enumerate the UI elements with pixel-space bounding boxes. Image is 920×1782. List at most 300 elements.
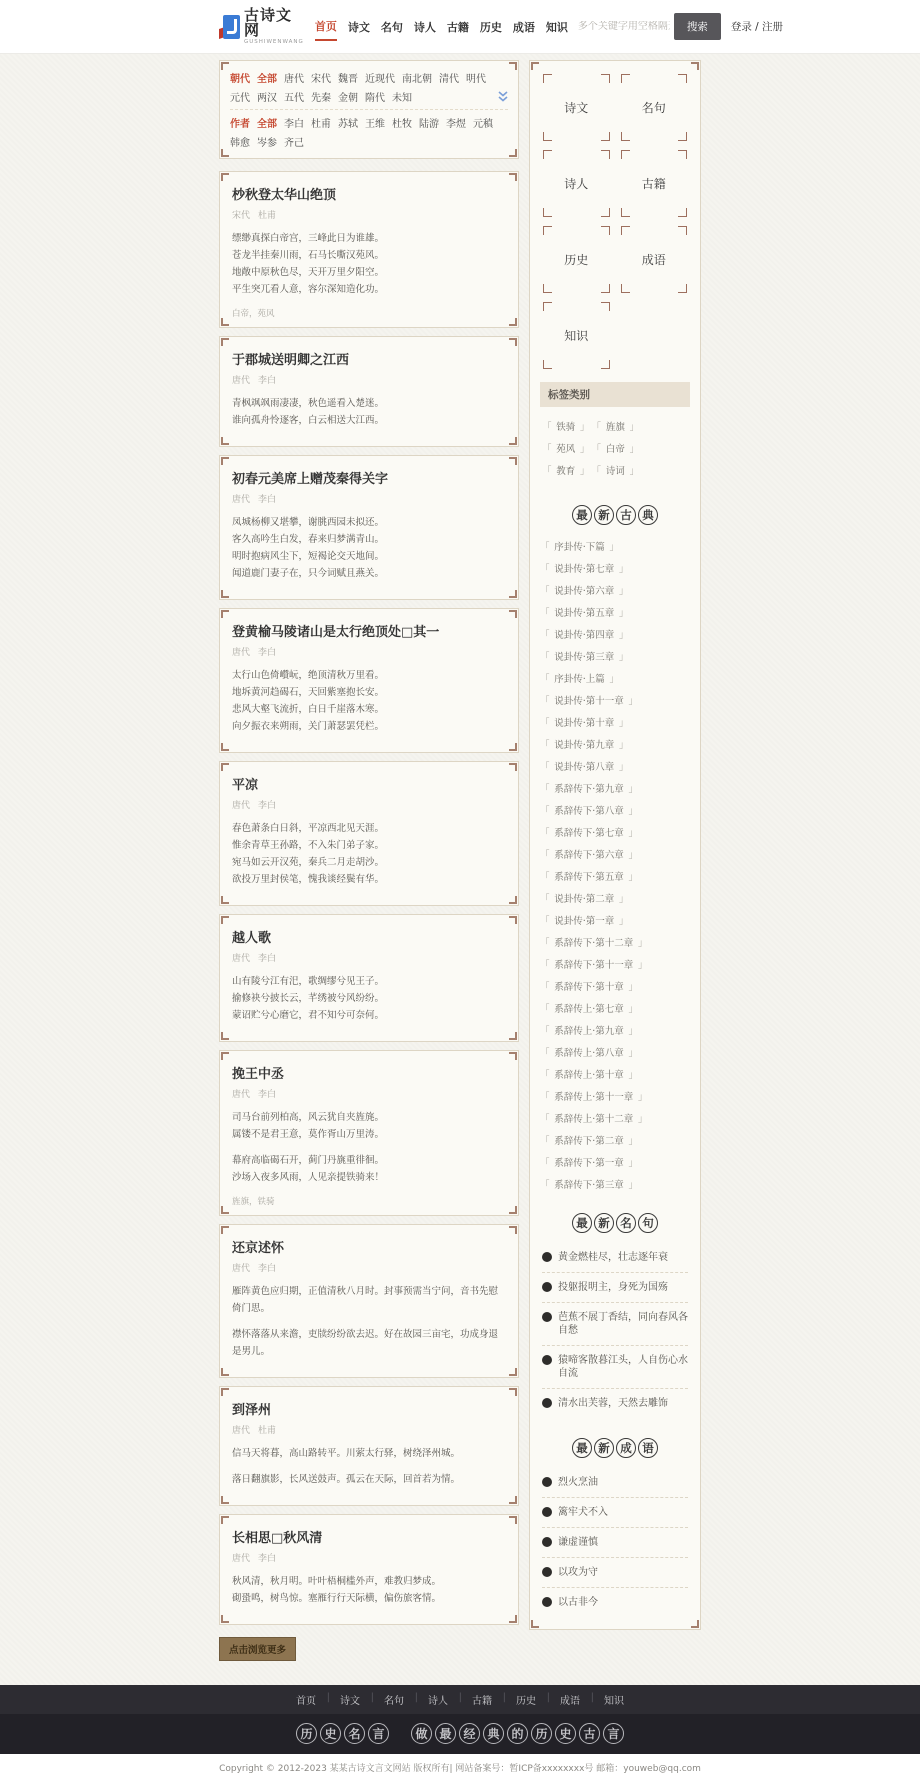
poem-author[interactable]: 李白 — [258, 376, 277, 386]
main-column — [219, 60, 519, 1675]
dynasty-filter-item[interactable]: 五代 — [284, 93, 304, 104]
category-label: 名句 — [641, 101, 666, 115]
corner-ornament — [221, 896, 229, 904]
header-nav-名句[interactable]: 名句 — [380, 21, 403, 34]
corner-ornament — [601, 226, 610, 235]
poem-line: 落日翻旗影，长风送鼓声。孤云在天际，回首若为情。 — [232, 1474, 461, 1485]
dynasty-filter-all[interactable]: 全部 — [257, 74, 277, 85]
poem-line: 凤城杨柳又堪攀，谢朓西园未拟还。 — [232, 517, 385, 528]
classic-link[interactable]: 「 说卦传·第十一章 」 — [540, 692, 638, 711]
bullet-dot-icon — [542, 1252, 552, 1262]
poem-author[interactable]: 李白 — [258, 801, 277, 811]
corner-ornament — [601, 302, 610, 311]
dynasty-filter-item[interactable]: 南北朝 — [402, 74, 432, 85]
poem-line: 信马天将暮，高山路转平。川萦太行驿，树绕泽州城。 — [232, 1448, 461, 1459]
poem-stanza — [232, 1471, 506, 1488]
copyright: Copyright © 2012-2023 某某古诗文言文网站 版权所有| 网站备案号：暂ICP备xxxxxxxx号 邮箱：youweb@qq.com — [0, 1754, 920, 1782]
poem-author[interactable]: 李白 — [258, 1554, 277, 1564]
site-title: 古诗文网 — [243, 5, 292, 39]
idiom-item[interactable] — [542, 1558, 688, 1588]
poem-tag[interactable]: ， 苑风 — [249, 309, 275, 319]
poem-dynasty[interactable]: 唐代 — [232, 1426, 251, 1436]
header-nav-古籍[interactable]: 古籍 — [446, 21, 469, 34]
corner-ornament — [221, 62, 229, 70]
classic-link[interactable]: 「 序卦传·上篇 」 — [540, 670, 619, 689]
slogan-char: 的 — [507, 1723, 528, 1744]
sentences-title-char: 最 — [572, 1213, 592, 1233]
dynasty-filter-item[interactable]: 先秦 — [311, 93, 331, 104]
author-filter-item[interactable]: 苏轼 — [338, 119, 358, 130]
poem-card — [219, 455, 519, 600]
classic-link[interactable]: 「 系辞传上·第九章 」 — [540, 1022, 638, 1041]
corner-ornament — [678, 208, 687, 217]
poem-stanza — [232, 1573, 506, 1607]
author-filter-item[interactable]: 岑参 — [257, 138, 277, 149]
poem-stanza — [232, 1445, 506, 1462]
poem-title[interactable]: 杪秋登太华山绝顶 — [232, 188, 337, 203]
corner-ornament — [601, 284, 610, 293]
search-input[interactable] — [578, 21, 670, 32]
poem-author[interactable]: 李白 — [258, 648, 277, 658]
classic-link[interactable]: 「 说卦传·第七章 」 — [540, 560, 629, 579]
idioms-title-char: 语 — [638, 1438, 658, 1458]
poem-stanza — [232, 973, 506, 1024]
poem-author[interactable]: 李白 — [258, 954, 277, 964]
poem-stanza — [232, 1152, 506, 1186]
category-label: 成语 — [641, 253, 666, 267]
idioms-title-char: 最 — [572, 1438, 592, 1458]
corner-ornament — [543, 284, 552, 293]
footer-nav-知识[interactable]: 知识 — [604, 1696, 624, 1707]
poem-card — [219, 1050, 519, 1216]
sidebar-category-诗人[interactable] — [542, 149, 611, 218]
corner-ornament — [509, 1368, 517, 1376]
header-nav-历史[interactable]: 历史 — [479, 21, 502, 34]
corner-ornament — [678, 132, 687, 141]
poem-card — [219, 171, 519, 328]
classic-link[interactable]: 「 系辞传上·第十一章 」 — [540, 1088, 648, 1107]
poem-meta — [232, 208, 506, 221]
corner-ornament — [678, 150, 687, 159]
corner-ornament — [509, 1496, 517, 1504]
sentence-item-text: 黄金燃桂尽，壮志逐年衰 — [558, 1252, 668, 1263]
corner-ornament — [621, 226, 630, 235]
logo[interactable] — [219, 5, 305, 46]
sidebar-category-成语[interactable] — [620, 225, 689, 294]
corner-ornament — [221, 437, 229, 445]
corner-ornament — [621, 132, 630, 141]
poem-line: 山有陵兮江有汜，歌绸缪兮见王子。 — [232, 976, 385, 987]
header-nav-诗文[interactable]: 诗文 — [347, 21, 370, 34]
poem-stanza — [232, 1283, 506, 1317]
poem-dynasty[interactable]: 唐代 — [232, 648, 251, 658]
corner-ornament — [221, 590, 229, 598]
poem-dynasty[interactable]: 唐代 — [232, 801, 251, 811]
poem-line: 闻道鹿门妻子在，只今词赋且燕关。 — [232, 568, 385, 579]
corner-ornament — [221, 318, 229, 326]
poem-tag-row — [232, 307, 506, 319]
corner-ornament — [543, 226, 552, 235]
classic-link[interactable]: 「 系辞传下·第八章 」 — [540, 802, 638, 821]
tag-link[interactable]: 「 诗词 」 — [592, 462, 640, 481]
poem-title[interactable]: 越人歌 — [232, 931, 272, 946]
poem-meta — [232, 645, 506, 658]
classic-link[interactable]: 「 系辞传下·第十二章 」 — [540, 934, 648, 953]
idiom-item[interactable] — [542, 1528, 688, 1558]
poem-meta — [232, 1087, 506, 1100]
poem-line: 青枫飒飒雨凄凄，秋色遥看入楚迷。 — [232, 398, 385, 409]
poem-title[interactable]: 长相思□秋风清 — [232, 1531, 323, 1546]
slogan-char: 最 — [435, 1723, 456, 1744]
author-filter-item[interactable]: 陆游 — [419, 119, 439, 130]
bullet-dot-icon — [542, 1282, 552, 1292]
classic-link[interactable]: 「 说卦传·第五章 」 — [540, 604, 629, 623]
classic-link[interactable]: 「 说卦传·第二章 」 — [540, 890, 629, 909]
slogan-tagline — [411, 1723, 624, 1744]
poem-tag[interactable]: 白帝 — [232, 309, 250, 319]
sentence-item[interactable] — [542, 1303, 688, 1346]
category-grid — [540, 71, 690, 376]
sidebar-category-诗文[interactable] — [542, 73, 611, 142]
header — [0, 0, 920, 54]
poem-dynasty[interactable]: 唐代 — [232, 954, 251, 964]
poem-title[interactable]: 于郡城送明卿之江西 — [232, 353, 350, 368]
header-nav-诗人[interactable]: 诗人 — [413, 21, 436, 34]
corner-ornament — [221, 1615, 229, 1623]
site-subtitle: GUSHIWENWANG — [243, 38, 304, 45]
bullet-dot-icon — [542, 1537, 552, 1547]
poem-title[interactable]: 初春元美席上赠茂秦得关字 — [232, 472, 389, 487]
corner-ornament — [621, 284, 630, 293]
poem-card — [219, 1224, 519, 1378]
poem-meta — [232, 798, 506, 811]
bullet-dot-icon — [542, 1398, 552, 1408]
sentence-item-text: 清水出芙蓉，天然去雕饰 — [558, 1398, 668, 1409]
poem-line: 太行山色倚巑岏，绝顶清秋万里看。 — [232, 670, 385, 681]
sentence-item-text: 猿啼客散暮江头，人自伤心水自流 — [558, 1355, 688, 1379]
footer-nav-诗人[interactable]: 诗人 | — [416, 1692, 460, 1707]
footer-nav-古籍[interactable]: 古籍 | — [460, 1692, 504, 1707]
footer-nav-历史[interactable]: 历史 | — [504, 1692, 548, 1707]
corner-ornament — [509, 149, 517, 157]
poem-line: 蒙诏贮兮心磨它，君不知兮可奈何。 — [232, 1010, 385, 1021]
author-filter-item[interactable]: 元稹 — [473, 119, 493, 130]
dynasty-filter-item[interactable]: 未知 — [392, 93, 412, 104]
corner-ornament — [509, 1516, 517, 1524]
corner-ornament — [221, 763, 229, 771]
idiom-item-text: 以攻为守 — [558, 1567, 598, 1578]
poem-line: 苍龙半挂秦川雨，石马长嘶汉苑风。 — [232, 250, 385, 261]
corner-ornament — [509, 1032, 517, 1040]
slogan-char: 言 — [368, 1723, 389, 1744]
latest-idioms-list — [540, 1468, 690, 1623]
poem-author[interactable]: 李白 — [258, 1090, 277, 1100]
logo-icon — [219, 15, 240, 39]
latest-sentences-list — [540, 1243, 690, 1424]
slogan-char: 历 — [531, 1723, 552, 1744]
footer-nav-名句[interactable]: 名句 | — [372, 1692, 416, 1707]
poem-line: 秋风清，秋月明。叶叶梧桐槛外声，难教归梦成。 — [232, 1576, 442, 1587]
sidebar-box — [529, 60, 701, 1630]
classic-link[interactable]: 「 系辞传上·第十二章 」 — [540, 1110, 648, 1129]
dynasty-filter-item[interactable]: 隋代 — [365, 93, 385, 104]
poem-author[interactable]: 杜甫 — [258, 1426, 277, 1436]
sidebar-category-名句[interactable] — [620, 73, 689, 142]
dynasty-filter-item[interactable]: 两汉 — [257, 93, 277, 104]
corner-ornament — [221, 1516, 229, 1524]
author-filter-label: 作者 — [230, 119, 250, 130]
expand-more-icon[interactable] — [498, 91, 508, 103]
poem-tag-row — [232, 1195, 506, 1207]
classic-link[interactable]: 「 说卦传·第一章 」 — [540, 912, 629, 931]
category-label: 诗文 — [564, 101, 589, 115]
latest-classics-list — [540, 535, 690, 1199]
corner-ornament — [691, 62, 699, 70]
search-button[interactable]: 搜索 — [674, 13, 721, 40]
poem-title[interactable]: 还京述怀 — [232, 1241, 285, 1256]
poem-dynasty[interactable]: 宋代 — [232, 211, 251, 221]
author-filter-item[interactable]: 李煜 — [446, 119, 466, 130]
poem-title[interactable]: 到泽州 — [232, 1403, 272, 1418]
classic-link[interactable]: 「 系辞传下·第七章 」 — [540, 824, 638, 843]
corner-ornament — [601, 360, 610, 369]
classic-link[interactable]: 「 系辞传下·第九章 」 — [540, 780, 638, 799]
corner-ornament — [678, 226, 687, 235]
classics-title-char: 最 — [572, 505, 592, 525]
classic-link[interactable]: 「 系辞传下·第六章 」 — [540, 846, 638, 865]
idioms-title-char: 成 — [616, 1438, 636, 1458]
poem-line: 属镂不是君王意，莫作胥山万里涛。 — [232, 1129, 385, 1140]
footer-nav-成语[interactable]: 成语 | — [548, 1692, 592, 1707]
classic-link[interactable]: 「 系辞传下·第一章 」 — [540, 1154, 638, 1173]
poem-meta — [232, 951, 506, 964]
corner-ornament — [509, 1615, 517, 1623]
poem-title[interactable]: 平凉 — [232, 778, 259, 793]
poem-stanza — [232, 1109, 506, 1143]
poem-line: 地敞中原秋色尽，天开万里夕阳空。 — [232, 267, 385, 278]
sentences-title-char: 新 — [594, 1213, 614, 1233]
dynasty-filter-item[interactable]: 近现代 — [365, 74, 395, 85]
poem-line: 客久高吟生白发，春来归梦满青山。 — [232, 534, 385, 545]
author-filter-item[interactable]: 王维 — [365, 119, 385, 130]
idiom-item-text: 以古非今 — [558, 1597, 598, 1608]
sentence-item-text: 投躯报明主，身死为国殇 — [558, 1282, 668, 1293]
idiom-item[interactable] — [542, 1498, 688, 1528]
author-filter-item[interactable]: 杜甫 — [311, 119, 331, 130]
corner-ornament — [509, 318, 517, 326]
dynasty-filter-item[interactable]: 明代 — [466, 74, 486, 85]
poem-author[interactable]: 李白 — [258, 1264, 277, 1274]
author-filter-item[interactable]: 韩愈 — [230, 138, 250, 149]
poem-tag[interactable]: ， 铁骑 — [249, 1197, 275, 1207]
poem-meta — [232, 1423, 506, 1436]
sentence-item[interactable] — [542, 1273, 688, 1303]
poem-line: 明时抱病风尘下，短褐论交天地间。 — [232, 551, 385, 562]
author-filter-item[interactable]: 齐己 — [284, 138, 304, 149]
corner-ornament — [543, 74, 552, 83]
idiom-item-text: 篱牢犬不入 — [558, 1507, 608, 1518]
dynasty-filter-item[interactable]: 元代 — [230, 93, 250, 104]
latest-idioms-title — [540, 1438, 690, 1458]
poem-author[interactable]: 杜甫 — [258, 211, 277, 221]
poem-card — [219, 1386, 519, 1506]
header-nav-首页[interactable]: 首页 — [315, 12, 337, 41]
tag-link[interactable]: 「 教育 」 — [542, 462, 590, 481]
tag-link[interactable]: 「 旌旗 」 — [592, 418, 640, 437]
slogan-char: 典 — [483, 1723, 504, 1744]
classics-title-char: 典 — [638, 505, 658, 525]
corner-ornament — [221, 1388, 229, 1396]
corner-ornament — [221, 610, 229, 618]
poem-title[interactable]: 登黄榆马陵诸山是太行绝顶处□其一 — [232, 625, 440, 640]
sidebar-category-古籍[interactable] — [620, 149, 689, 218]
corner-ornament — [509, 896, 517, 904]
classic-link[interactable]: 「 系辞传下·第五章 」 — [540, 868, 638, 887]
poem-title[interactable]: 挽王中丞 — [232, 1067, 285, 1082]
classic-link[interactable]: 「 系辞传下·第十章 」 — [540, 978, 638, 997]
dynasty-filter-item[interactable]: 清代 — [439, 74, 459, 85]
slogan-char: 名 — [344, 1723, 365, 1744]
sentence-item[interactable] — [542, 1389, 688, 1418]
header-nav-知识[interactable]: 知识 — [545, 21, 568, 34]
classic-link[interactable]: 「 说卦传·第四章 」 — [540, 626, 629, 645]
corner-ornament — [509, 173, 517, 181]
latest-sentences-title — [540, 1213, 690, 1233]
poem-stanza — [232, 667, 506, 735]
classic-link[interactable]: 「 序卦传·下篇 」 — [540, 538, 619, 557]
slogan-char: 言 — [603, 1723, 624, 1744]
load-more-button[interactable]: 点击浏览更多 — [219, 1637, 296, 1661]
classic-link[interactable]: 「 说卦传·第八章 」 — [540, 758, 629, 777]
poem-stanza — [232, 820, 506, 888]
poem-dynasty[interactable]: 唐代 — [232, 376, 251, 386]
poem-line: 向夕振衣来朔雨，关门萧瑟罢凭栏。 — [232, 721, 385, 732]
tag-link[interactable]: 「 铁骑 」 — [542, 418, 590, 437]
slogan-char: 做 — [411, 1723, 432, 1744]
footer-nav — [0, 1685, 920, 1714]
corner-ornament — [221, 457, 229, 465]
sidebar-category-知识[interactable] — [542, 301, 611, 370]
poem-line: 欲投万里封侯笔，愧我谈经鬓有华。 — [232, 874, 385, 885]
corner-ornament — [531, 1620, 539, 1628]
corner-ornament — [509, 1206, 517, 1214]
poem-line: 谁向孤舟怜逐客，白云相送大江西。 — [232, 415, 385, 426]
sentence-item[interactable] — [542, 1346, 688, 1389]
poem-line: 春色萧条白日斜，平凉西北见天涯。 — [232, 823, 385, 834]
tag-link[interactable]: 「 苑风 」 — [542, 440, 590, 459]
footer-slogan — [0, 1714, 920, 1754]
corner-ornament — [221, 173, 229, 181]
corner-ornament — [221, 1032, 229, 1040]
classic-link[interactable]: 「 说卦传·第十章 」 — [540, 714, 629, 733]
poem-card — [219, 336, 519, 447]
login-register-link[interactable]: 登录 / 注册 — [730, 21, 784, 33]
idioms-title-char: 新 — [594, 1438, 614, 1458]
poem-dynasty[interactable]: 唐代 — [232, 1090, 251, 1100]
idiom-item[interactable] — [542, 1588, 688, 1617]
main-nav — [315, 12, 568, 41]
poem-line: 雁阵黄色应归期，正值清秋八月时。封事预需当宁问，音书先慰倚门思。 — [232, 1286, 499, 1314]
classic-link[interactable]: 「 系辞传下·第三章 」 — [540, 1176, 638, 1195]
poem-card — [219, 761, 519, 906]
poem-line: 平生突兀看人意，容尔深知造化功。 — [232, 284, 385, 295]
bullet-dot-icon — [542, 1355, 552, 1365]
corner-ornament — [621, 150, 630, 159]
corner-ornament — [221, 1368, 229, 1376]
classic-link[interactable]: 「 系辞传上·第七章 」 — [540, 1000, 638, 1019]
sidebar — [529, 60, 701, 1630]
classic-link[interactable]: 「 说卦传·第九章 」 — [540, 736, 629, 755]
dynasty-filter-item[interactable]: 魏晋 — [338, 74, 358, 85]
footer-nav-诗文[interactable]: 诗文 | — [328, 1692, 372, 1707]
poem-line: 砌蛩鸣，树鸟惊。塞雁行行天际横，偏伤旅客情。 — [232, 1593, 442, 1604]
classic-link[interactable]: 「 系辞传上·第十章 」 — [540, 1066, 638, 1085]
sentences-title-char: 名 — [616, 1213, 636, 1233]
corner-ornament — [691, 1620, 699, 1628]
sidebar-category-历史[interactable] — [542, 225, 611, 294]
category-label: 古籍 — [641, 177, 666, 191]
classic-link[interactable]: 「 系辞传上·第八章 」 — [540, 1044, 638, 1063]
corner-ornament — [221, 338, 229, 346]
classics-title-char: 古 — [616, 505, 636, 525]
header-nav-成语[interactable]: 成语 — [512, 21, 535, 34]
poem-author[interactable]: 李白 — [258, 495, 277, 505]
author-filter-item[interactable]: 杜牧 — [392, 119, 412, 130]
footer-nav-首页[interactable]: 首页 | — [284, 1692, 328, 1707]
poem-dynasty[interactable]: 唐代 — [232, 1264, 251, 1274]
corner-ornament — [509, 437, 517, 445]
corner-ornament — [509, 62, 517, 70]
poem-dynasty[interactable]: 唐代 — [232, 495, 251, 505]
classic-link[interactable]: 「 系辞传下·第二章 」 — [540, 1132, 638, 1151]
dynasty-filter-item[interactable]: 宋代 — [311, 74, 331, 85]
classics-title-char: 新 — [594, 505, 614, 525]
corner-ornament — [509, 338, 517, 346]
sentence-item[interactable] — [542, 1243, 688, 1273]
poem-line: 襟怀落落从来澹，吏牍纷纷欲去迟。好在故园三亩宅，功成身退是男儿。 — [232, 1329, 499, 1357]
poem-line: 悲风大壑飞流折，白日千崖落木寒。 — [232, 704, 385, 715]
poem-tag[interactable]: 旌旗 — [232, 1197, 250, 1207]
poem-line: 缥缈真探白帝宫，三峰此日为谁雄。 — [232, 233, 385, 244]
classic-link[interactable]: 「 系辞传下·第十一章 」 — [540, 956, 648, 975]
idiom-item[interactable] — [542, 1468, 688, 1498]
footer — [0, 1685, 920, 1782]
classic-link[interactable]: 「 说卦传·第三章 」 — [540, 648, 629, 667]
tag-link[interactable]: 「 白帝 」 — [592, 440, 640, 459]
corner-ornament — [509, 743, 517, 751]
bullet-dot-icon — [542, 1312, 552, 1322]
classic-link[interactable]: 「 说卦传·第六章 」 — [540, 582, 629, 601]
dynasty-filter-item[interactable]: 唐代 — [284, 74, 304, 85]
poem-meta — [232, 373, 506, 386]
corner-ornament — [509, 610, 517, 618]
corner-ornament — [543, 208, 552, 217]
poem-dynasty[interactable]: 唐代 — [232, 1554, 251, 1564]
latest-classics-title — [540, 505, 690, 525]
author-filter-all[interactable]: 全部 — [257, 119, 277, 130]
author-filter-item[interactable]: 李白 — [284, 119, 304, 130]
slogan-char: 史 — [555, 1723, 576, 1744]
corner-ornament — [509, 457, 517, 465]
corner-ornament — [601, 74, 610, 83]
dynasty-filter-item[interactable]: 金朝 — [338, 93, 358, 104]
slogan-history-quotes — [296, 1723, 389, 1744]
poem-stanza — [232, 230, 506, 298]
poem-meta — [232, 492, 506, 505]
poem-meta — [232, 1551, 506, 1564]
corner-ornament — [221, 1496, 229, 1504]
poem-line: 宛马如云开汉苑，秦兵二月走胡沙。 — [232, 857, 385, 868]
